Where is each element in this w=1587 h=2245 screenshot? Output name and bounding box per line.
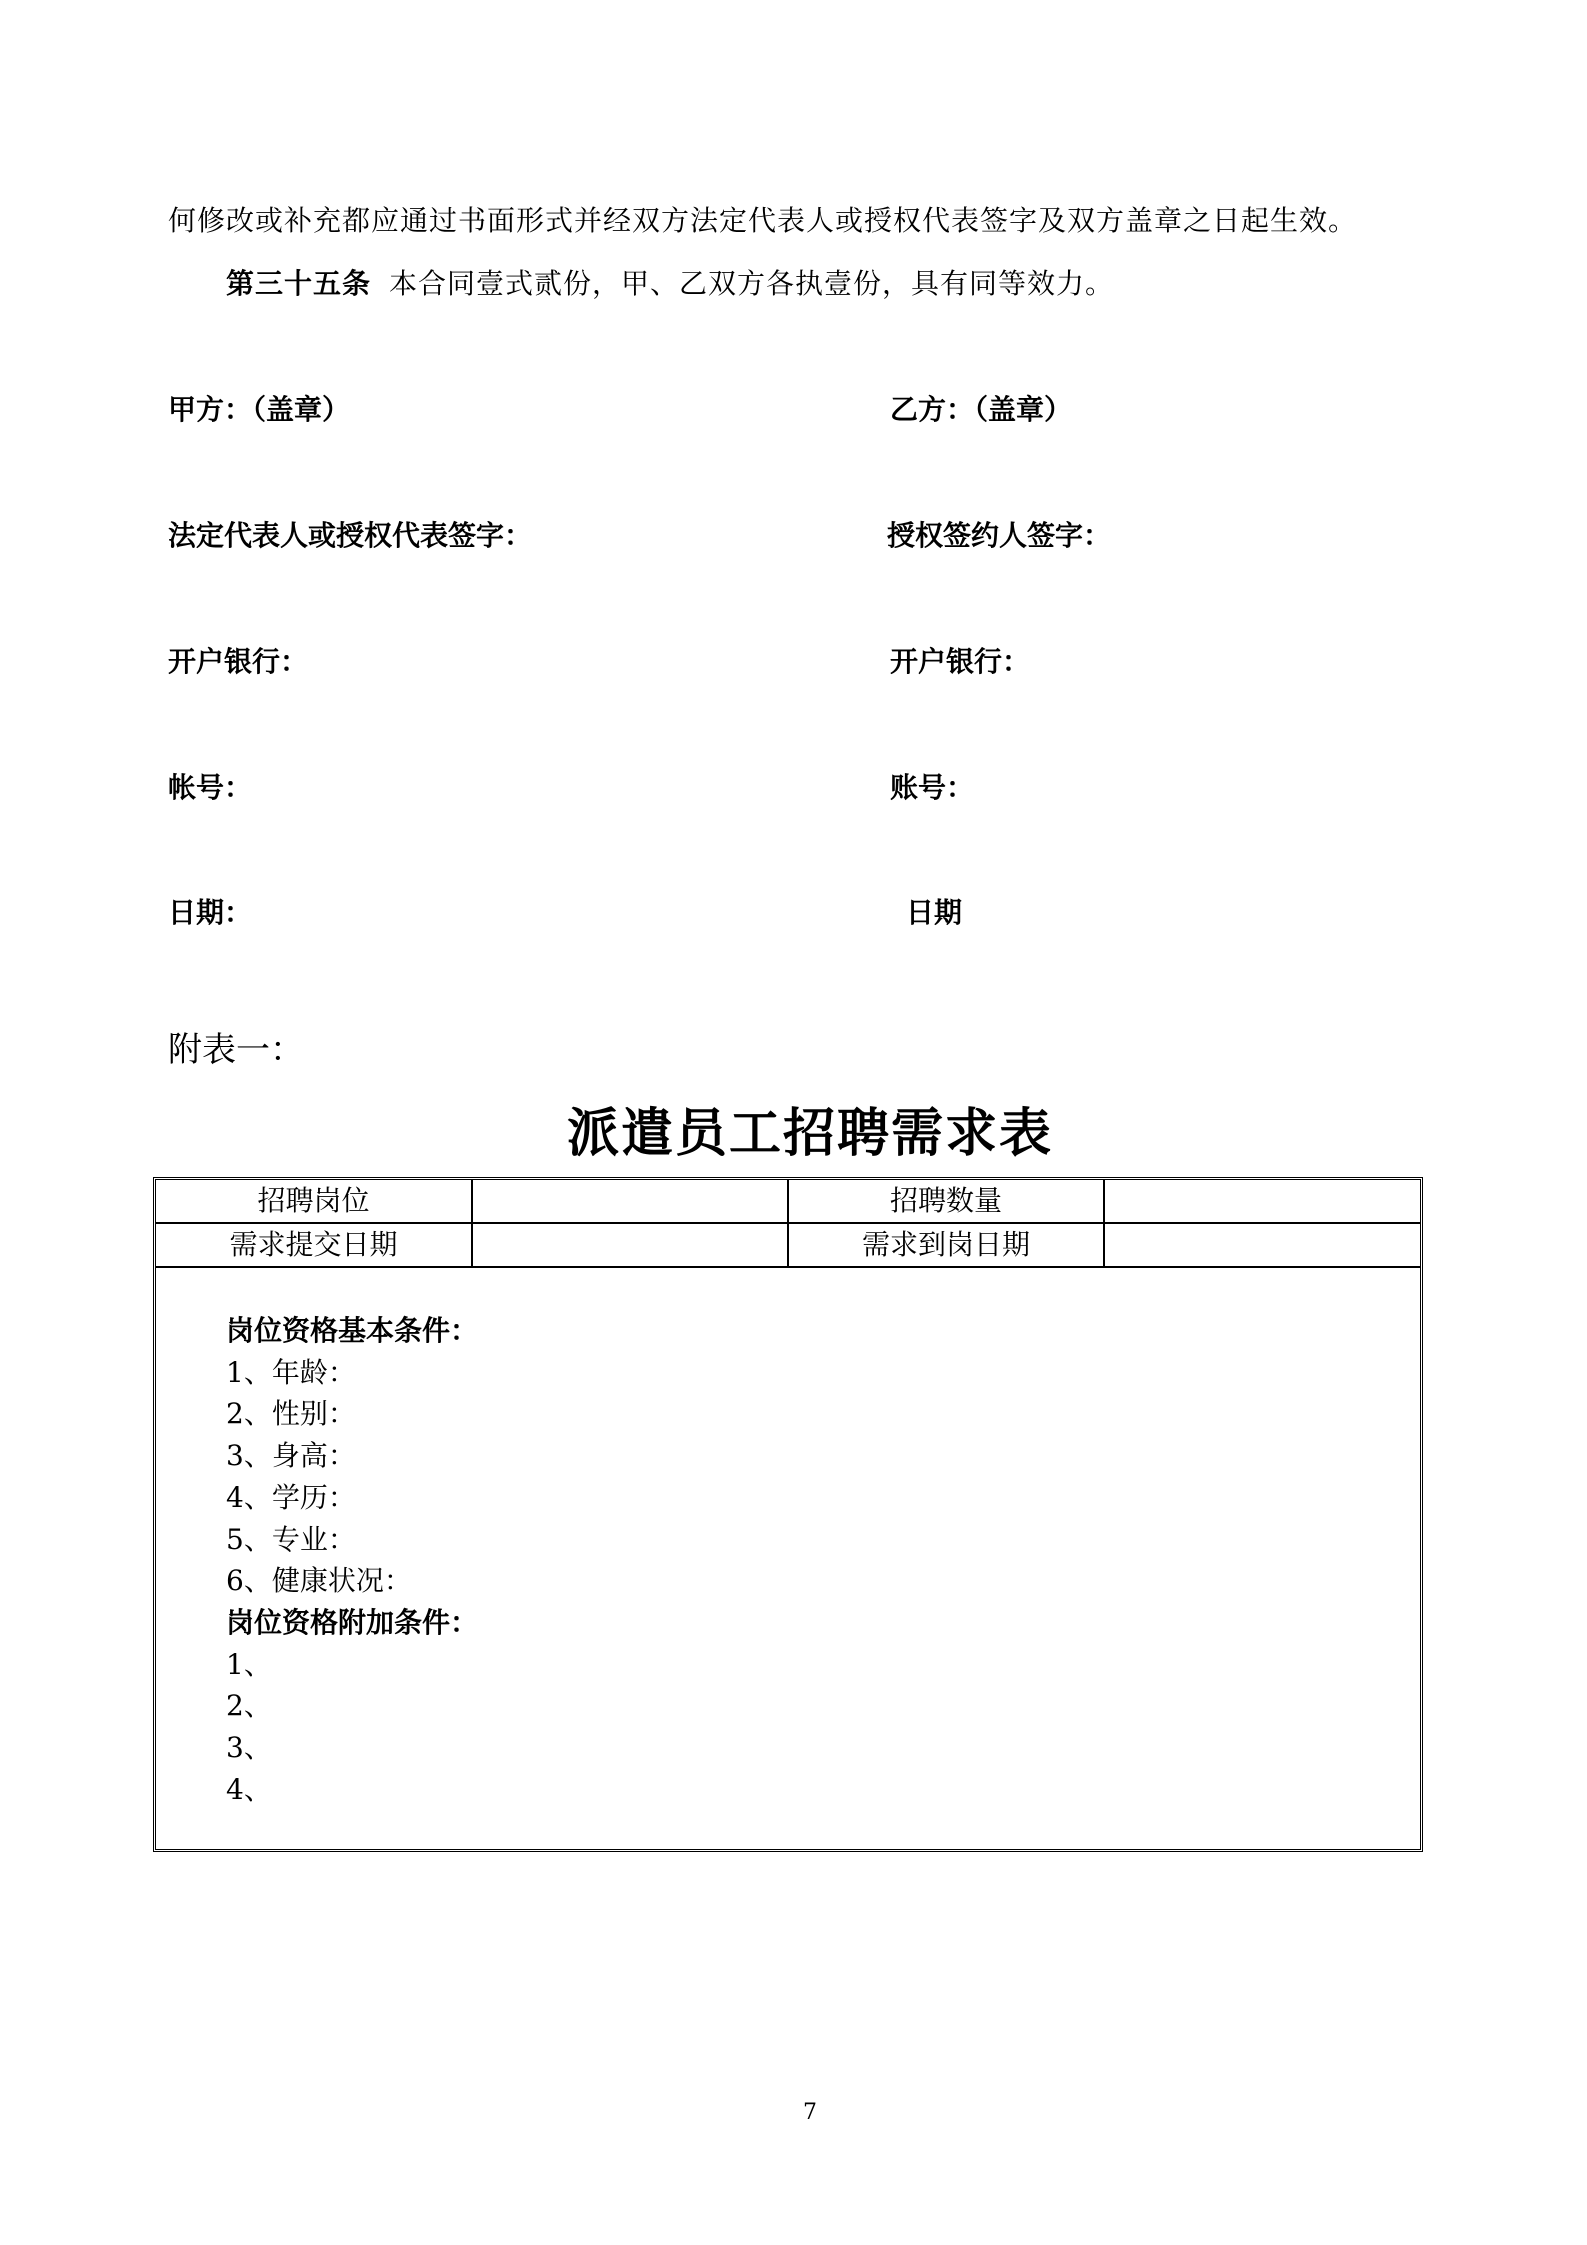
party-b-date-label: 日期 [906,896,963,929]
basic-requirements-heading: 岗位资格基本条件： [226,1314,479,1347]
party-b-signer-label: 授权签约人签字： [887,519,1112,552]
party-b-account-label: 账号： [890,771,975,804]
table-row [156,1180,1420,1223]
form-header-table [156,1180,1420,1268]
basic-requirement-item: 2、性别： [226,1397,356,1431]
table-row [156,1223,1420,1267]
arrival-date-value-cell[interactable] [1104,1223,1420,1267]
annex-label: 附表一： [168,1030,304,1070]
submit-date-label-cell: 需求提交日期 [156,1223,472,1267]
article-number: 第三十五条 [226,267,372,300]
requirements-section [226,1310,478,1810]
quantity-value-cell[interactable] [1104,1180,1420,1223]
article-text: 本合同壹式贰份，甲、乙双方各执壹份，具有同等效力。 [389,267,1115,300]
recruitment-requirement-form [153,1177,1423,1852]
arrival-date-label-cell: 需求到岗日期 [788,1223,1104,1267]
party-a-signer-label: 法定代表人或授权代表签字： [168,519,533,552]
article-35 [226,264,1114,304]
page-number: 7 [803,2100,817,2125]
party-a-account-label: 帐号： [168,771,253,804]
party-b-seal-label: 乙方：（盖章） [890,393,1073,426]
basic-requirement-item: 5、专业： [226,1522,356,1556]
additional-requirement-item: 3、 [226,1731,272,1765]
additional-requirement-item: 4、 [226,1772,272,1806]
additional-requirements-heading: 岗位资格附加条件： [226,1605,479,1639]
additional-requirement-item: 2、 [226,1689,272,1723]
additional-requirement-item: 1、 [226,1647,272,1681]
position-value-cell[interactable] [472,1180,788,1223]
party-a-date-label: 日期： [168,896,253,929]
basic-requirement-item: 1、年龄： [226,1355,356,1389]
party-a-bank-label: 开户银行： [168,645,309,678]
basic-requirement-item: 3、身高： [226,1439,356,1473]
position-label-cell: 招聘岗位 [156,1180,472,1223]
form-title: 派遣员工招聘需求表 [566,1103,1053,1164]
party-a-seal-label: 甲方：（盖章） [168,393,351,426]
basic-requirement-item: 4、学历： [226,1480,356,1514]
party-b-bank-label: 开户银行： [890,645,1031,678]
submit-date-value-cell[interactable] [472,1223,788,1267]
contract-paragraph: 何修改或补充都应通过书面形式并经双方法定代表人或授权代表签字及双方盖章之日起生效。 [168,204,1358,237]
basic-requirement-item: 6、健康状况： [226,1564,412,1598]
quantity-label-cell: 招聘数量 [788,1180,1104,1223]
